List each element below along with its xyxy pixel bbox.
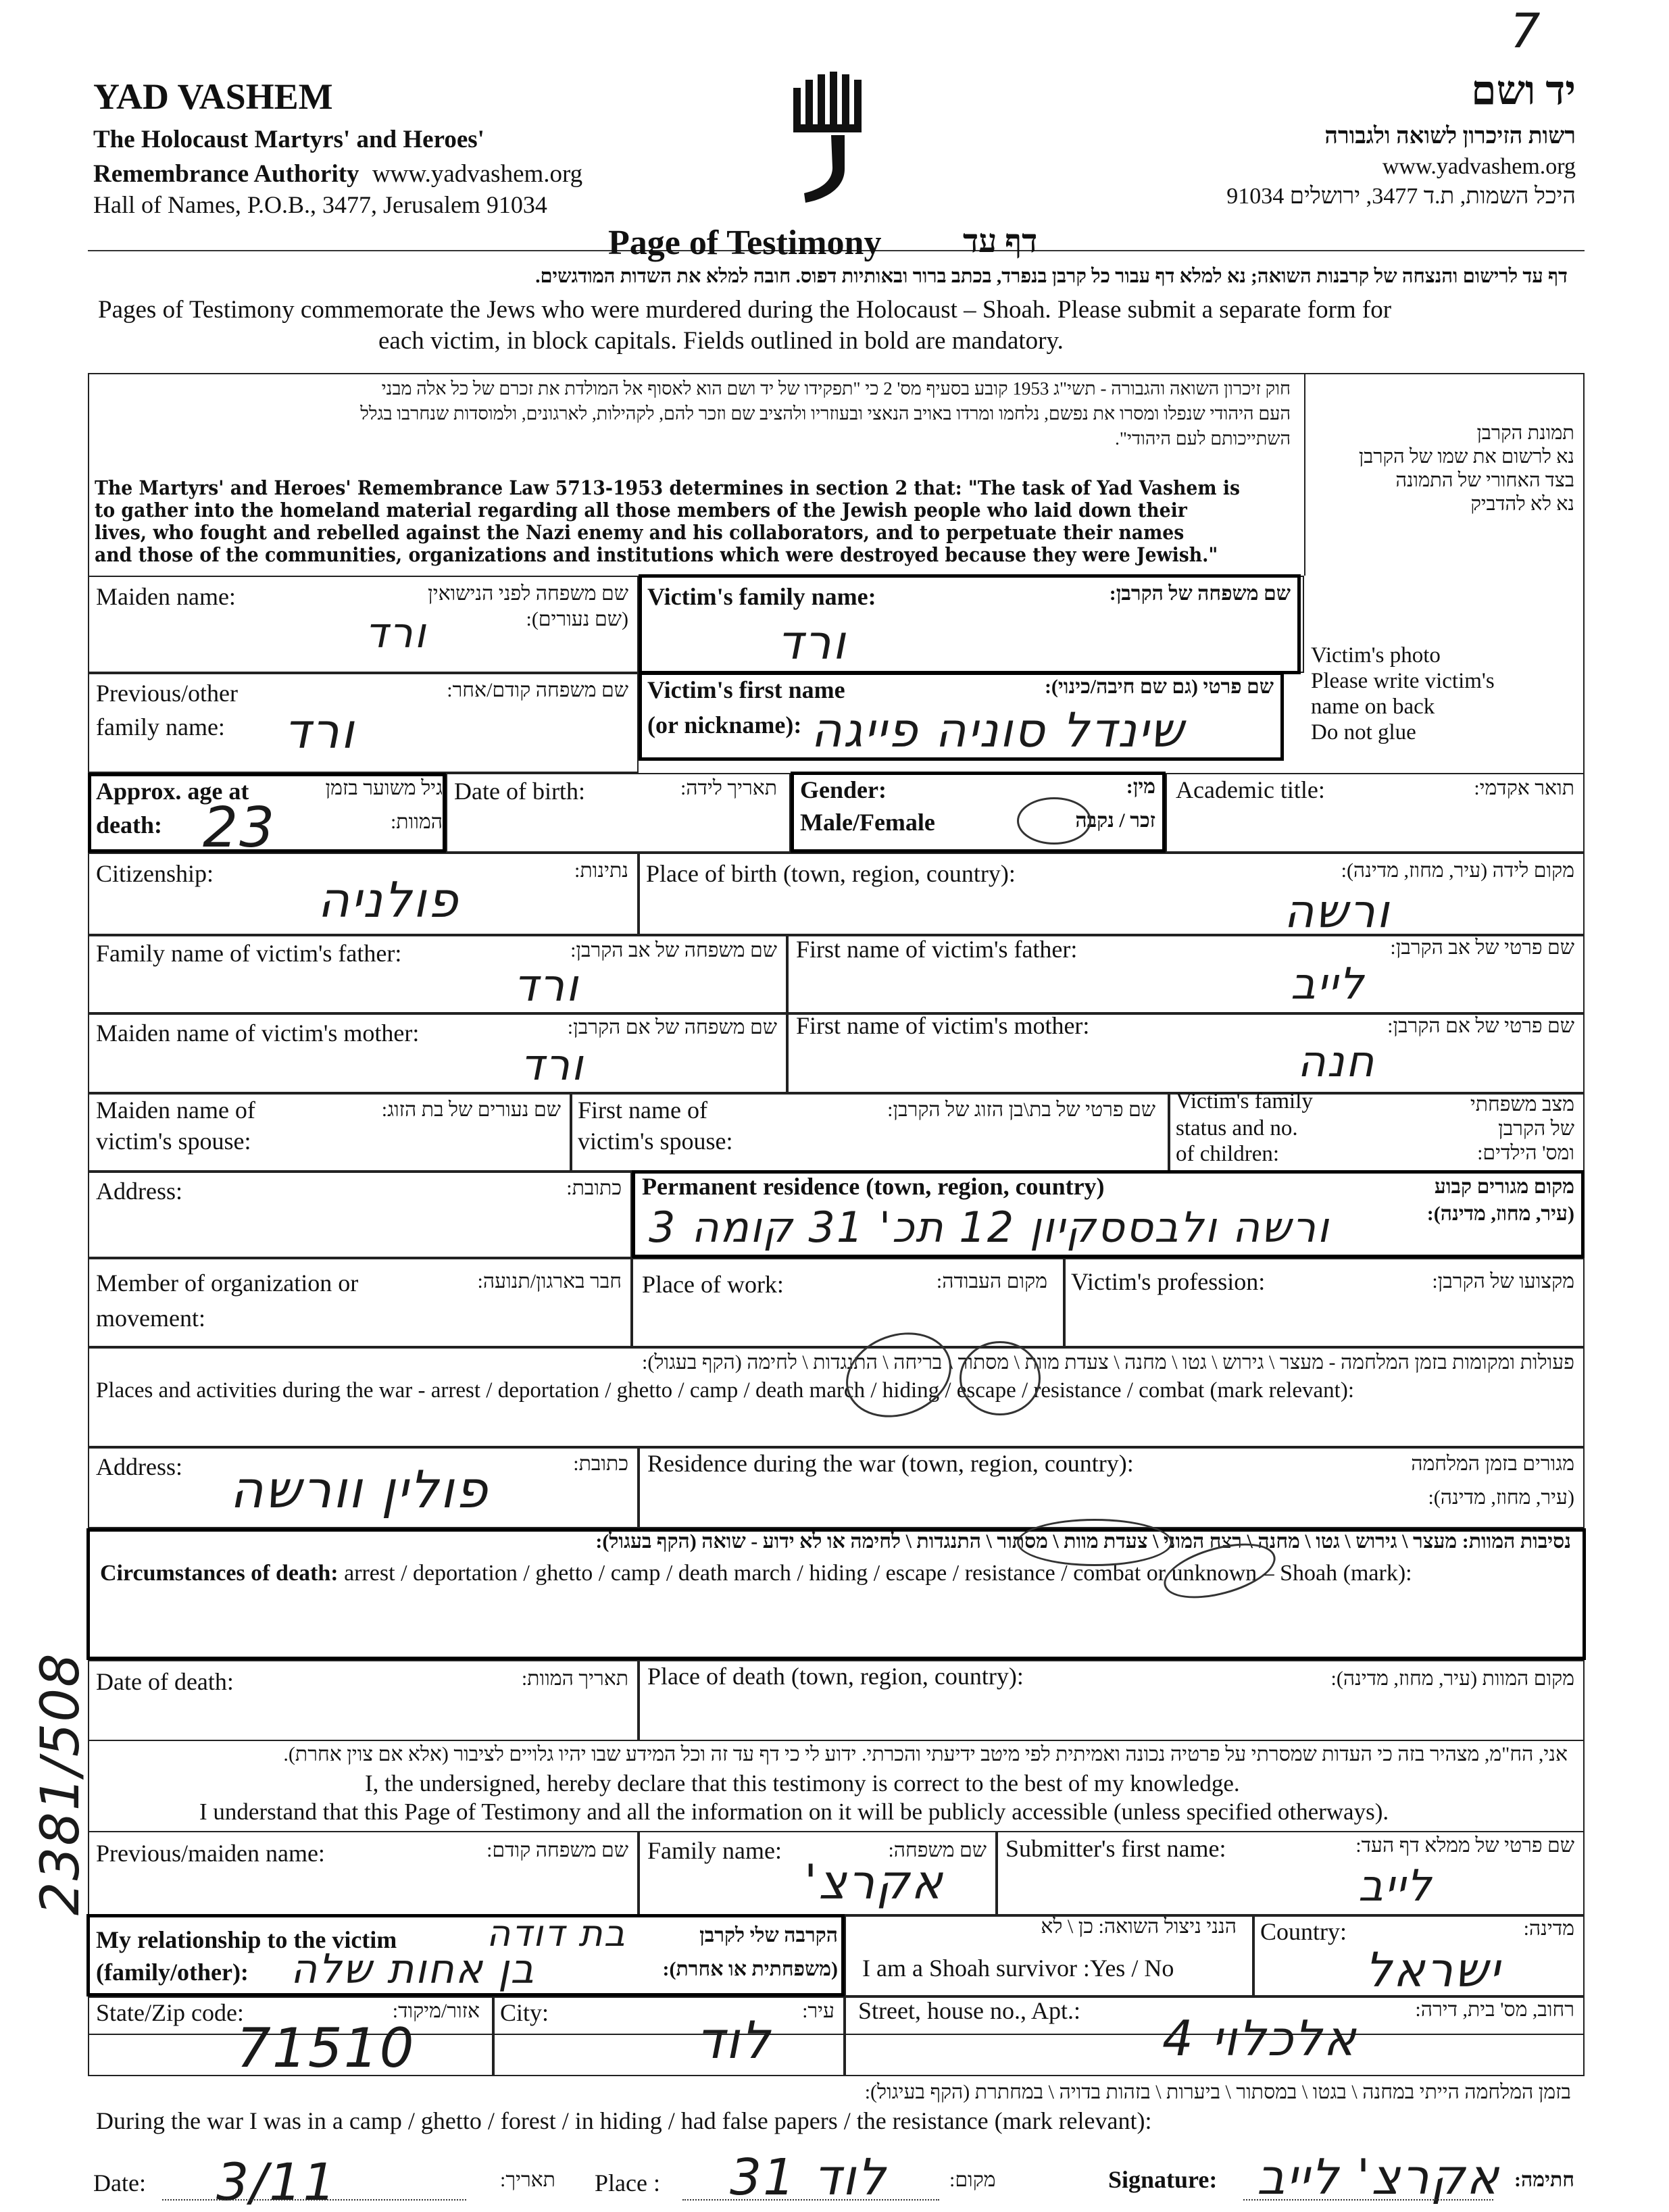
org-name-en: YAD VASHEM <box>93 76 333 117</box>
law-he-3: השתייכותם לעם היהודי". <box>1115 428 1291 449</box>
maiden-name-he-2: (שם נעורים): <box>526 608 628 630</box>
survivor-he: הנני ניצול השואה: כן \ לא <box>1041 1915 1237 1938</box>
death-date-label: Date of death: <box>96 1668 234 1695</box>
previous-name-label-2: family name: <box>96 713 225 740</box>
place-he: מקום: <box>949 2169 996 2191</box>
birth-place-he: מקום לידה (עיר, מחוז, מדינה): <box>1341 859 1574 882</box>
relationship-he-2: (משפחתית או אחרת): <box>662 1958 838 1980</box>
family-status-he-1: מצב משפחתי <box>1470 1093 1574 1115</box>
maiden-name-label: Maiden name: <box>96 583 236 610</box>
org-sub2-line <box>93 159 582 188</box>
father-first-value: לייב <box>1291 959 1365 1009</box>
page-title-he: דף עד <box>963 224 1038 259</box>
org-sub1-en: The Holocaust Martyrs' and Heroes' <box>93 126 484 153</box>
date-he: תאריך: <box>500 2169 555 2191</box>
mother-first-label: First name of victim's mother: <box>796 1012 1090 1039</box>
submitter-first-name-value: לייב <box>1358 1861 1433 1911</box>
spouse-first-he: שם פרטי של בת\בן הזוג של הקרבן: <box>887 1099 1155 1121</box>
activities-he: פעולות ומקומות בזמן המלחמה - מעצר \ גירוש \ גטו \ מחנה \ צעדת מוות \ מסתור \ בריחה \ התנגדות \ לחימה (הקף בעגול): <box>642 1351 1574 1374</box>
war-residence-label: Residence during the war (town, region, country): <box>647 1450 1134 1477</box>
submitter-prev-name-label: Previous/maiden name: <box>96 1840 325 1867</box>
address-en: Hall of Names, P.O.B., 3477, Jerusalem 91034 <box>93 191 547 218</box>
relationship-label-2: (family/other): <box>96 1959 249 1986</box>
address-he: היכל השמות, ת.ד 3477, ירושלים 91034 <box>1226 184 1576 209</box>
law-he-2: העם היהודי שנפלו ומסרו את נפשם, נלחמו ומרדו באויב הנאצי ובעוזריו ולהציב שם וזכר להם, לקהילות, לארגונים, ולמוסדות שנחרבו בגלל <box>360 403 1291 424</box>
father-family-he: שם משפחה של אב הקרבן: <box>570 939 777 961</box>
maiden-name-he-1: שם משפחה לפני הנישואין <box>428 582 628 605</box>
survivor-en: I am a Shoah survivor :Yes / No <box>862 1955 1174 1982</box>
camp-circle-icon <box>960 1341 1041 1415</box>
mother-maiden-he: שם משפחה של אם הקרבן: <box>567 1016 777 1038</box>
photo-en-1: Victim's photo <box>1311 643 1441 668</box>
zip-label: State/Zip code: <box>96 1999 244 2026</box>
country-value: ישראל <box>1365 1942 1501 1998</box>
submitter-family-name-value: אקרצ' <box>804 1855 944 1910</box>
previous-name-he: שם משפחה קודם/אחר: <box>447 679 628 701</box>
website-he[interactable]: www.yadvashem.org <box>1382 154 1576 179</box>
victim-family-name-value: ורד <box>777 615 847 670</box>
margin-note: 2381/508 <box>30 1652 91 1915</box>
gender-female-circle-icon <box>1017 797 1091 845</box>
member-org-label-1: Member of organization or <box>96 1270 359 1297</box>
spouse-first-label-2: victim's spouse: <box>578 1128 733 1155</box>
birth-place-label: Place of birth (town, region, country): <box>646 860 1016 887</box>
city-value: לוד <box>696 2010 772 2070</box>
org-sub-he: רשות הזיכרון לשואה ולגבורה <box>1324 124 1576 149</box>
photo-en-3: name on back <box>1311 695 1435 719</box>
address-label: Address: <box>96 1178 182 1205</box>
permanent-residence-label: Permanent residence (town, region, country) <box>642 1173 1105 1200</box>
mother-maiden-value: ורד <box>520 1040 584 1090</box>
date-line <box>162 2199 466 2201</box>
permanent-residence-value: ורשה ולבססקיון 12 תכ' 31 קומה 3 <box>649 1203 1330 1252</box>
photo-he-2: נא לרשום את שמו של הקרבן <box>1358 446 1574 468</box>
gender-he-1: מין: <box>1126 776 1155 798</box>
member-org-label-2: movement: <box>96 1305 205 1332</box>
circumstances-death-options: arrest / deportation / ghetto / camp / death march / hiding / escape / resistance / combat or unknown – Shoah (mark): <box>344 1561 1412 1586</box>
relationship-value: בן אחות שלה <box>291 1946 536 1993</box>
corner-mark: 7 <box>1510 3 1542 59</box>
law-en-1: The Martyrs' and Heroes' Remembrance Law 5713-1953 determines in section 2 that: "The task of Yad Vashem is <box>95 476 1241 499</box>
victim-first-name-he: שם פרטי (גם שם חיבה/כינוי): <box>1044 676 1274 698</box>
date-label: Date: <box>93 2169 146 2196</box>
circumstances-death-label: Circumstances of death: <box>100 1561 339 1586</box>
maiden-name-value: ורד <box>365 608 427 657</box>
war-address-he: כתובת: <box>573 1453 628 1475</box>
death-place-label: Place of death (town, region, country): <box>647 1663 1024 1690</box>
website-en[interactable]: www.yadvashem.org <box>372 160 583 188</box>
spouse-maiden-he: שם נעורים של בת הזוג: <box>381 1099 561 1121</box>
submitter-first-name-label: Submitter's first name: <box>1005 1835 1226 1862</box>
submitter-prev-name-he: שם משפחה קודם: <box>487 1839 628 1861</box>
family-status-label-1: Victim's family <box>1176 1089 1313 1113</box>
war-residence-he-2: (עיר, מחוז, מדינה): <box>1428 1486 1574 1509</box>
relationship-label-1: My relationship to the victim <box>96 1926 397 1953</box>
victim-family-name-he: שם משפחה של הקרבן: <box>1109 582 1291 605</box>
previous-name-value: ורד <box>284 703 355 759</box>
profession-label: Victim's profession: <box>1071 1268 1266 1295</box>
war-address-value: פולין וורשה <box>230 1459 489 1519</box>
law-en-2: to gather into the homeland material regarding all those members of the Jewish people who laid down their <box>95 499 1187 522</box>
law-en-4: and those of the communities, organizations and institutions which were destroyed because they were Jewish." <box>95 543 1218 566</box>
father-first-he: שם פרטי של אב הקרבן: <box>1390 936 1574 959</box>
spouse-maiden-label-2: victim's spouse: <box>96 1128 251 1155</box>
member-org-he: חבר בארגון/תנועה: <box>477 1270 622 1292</box>
declaration-en-2: I understand that this Page of Testimony and all the information on it will be publicly accessible (unless specified otherways). <box>199 1799 1389 1825</box>
gender-label-2: Male/Female <box>800 809 935 836</box>
submitter-first-name-he: שם פרטי של ממלא דף העד: <box>1355 1834 1574 1857</box>
country-label: Country: <box>1260 1918 1347 1945</box>
previous-name-label-1: Previous/other <box>96 680 238 707</box>
photo-en-4: Do not glue <box>1311 720 1416 745</box>
work-place-label: Place of work: <box>642 1271 784 1298</box>
place-line <box>682 2199 939 2201</box>
zip-he: אזור/מיקוד: <box>392 2000 480 2022</box>
victim-first-name-label-2: (or nickname): <box>647 711 802 738</box>
address-he: כתובת: <box>566 1177 622 1199</box>
age-label-1: Approx. age at <box>96 778 249 805</box>
place-value: לוד 31 <box>730 2148 887 2207</box>
mass-murder-circle-icon <box>1017 1519 1172 1566</box>
country-he: מדינה: <box>1523 1917 1574 1940</box>
signature-value: אקרצ' לייב <box>1257 2148 1500 2205</box>
wartime-he: בזמן המלחמה הייתי במחנה \ בגטו \ במסתור \ ביערות \ בזהות בדויה \ במחתרת (הקף בעיגול): <box>864 2081 1571 2103</box>
mother-first-he: שם פרטי של אם הקרבן: <box>1387 1015 1574 1037</box>
yad-vashem-logo-icon <box>791 68 872 213</box>
circumstances-death-he: נסיבות המוות: מעצר \ גירוש \ גטו \ מחנה \ רצח המוני \ צעדת מוות \ מסתור \ התנגדות \ לחימה או לא ידוע - שואה (הקף בעגול): <box>595 1530 1571 1553</box>
age-label-2: death: <box>96 811 162 838</box>
street-label: Street, house no., Apt.: <box>858 1997 1080 2024</box>
law-en-3: lives, who fought and rebelled against the Nazi enemy and his collaborators, and to perpetuate their names <box>95 521 1185 544</box>
permanent-residence-he-2: (עיר, מחוז, מדינה): <box>1426 1203 1574 1225</box>
war-residence-he-1: מגורים בזמן המלחמה <box>1411 1453 1574 1475</box>
intro-he: דף עד לרישום והנצחה של קרבנות השואה; נא למלא דף עבור כל קרבן בנפרד, בכתב ברור ובאותיות דפוס. חובה למלא את השדות המודגשים. <box>535 266 1568 287</box>
date-value: 3/11 <box>216 2152 337 2212</box>
relationship-he-1: הקרבה שלי לקרבן <box>699 1924 838 1946</box>
family-status-label-3: of children: <box>1176 1142 1280 1166</box>
gender-label-1: Gender: <box>800 776 887 803</box>
work-place-he: מקום העבודה: <box>936 1270 1047 1292</box>
declaration-en-1: I, the undersigned, hereby declare that this testimony is correct to the best of my knowledge. <box>365 1770 1240 1796</box>
mother-first-value: חנה <box>1297 1037 1376 1087</box>
signature-line <box>1243 2199 1493 2201</box>
signature-label: Signature: <box>1108 2166 1218 2193</box>
photo-he-1: תמונת הקרבן <box>1476 422 1574 444</box>
org-sub2-en: Remembrance Authority <box>93 160 359 188</box>
activities-en: Places and activities during the war - arrest / deportation / ghetto / camp / death march / hiding / escape / resistance / combat (mark relevant): <box>96 1378 1355 1403</box>
spouse-maiden-label-1: Maiden name of <box>96 1097 255 1124</box>
age-he-1: גיל משוער בזמן <box>325 777 443 799</box>
street-he: רחוב, מס' בית, דירה: <box>1415 1999 1574 2021</box>
city-he: עיר: <box>802 2000 834 2022</box>
page-title: Page of Testimony <box>608 224 882 262</box>
mother-maiden-label: Maiden name of victim's mother: <box>96 1020 420 1047</box>
org-name-he: יד ושם <box>1471 68 1576 113</box>
citizenship-he: נתינות: <box>574 859 628 882</box>
city-label: City: <box>500 1999 549 2026</box>
submitter-family-name-label: Family name: <box>647 1837 782 1864</box>
signature-he: חתימה: <box>1514 2169 1574 2191</box>
declaration-he: אני, הח"מ, מצהיר בזה כי העדות שמסרתי על פרטיה נכונה ואמיתית לפי מיטב ידיעתי והכרתי. ידוע לי כי דף עד זה וכל המידע שבו יהיו גלויים לציבור (אלא אם צוין אחרת). <box>283 1743 1568 1765</box>
father-first-label: First name of victim's father: <box>796 936 1078 963</box>
photo-en-2: Please write victim's <box>1311 669 1495 693</box>
spouse-first-label-1: First name of <box>578 1097 707 1124</box>
law-photo-divider <box>1304 373 1305 576</box>
father-family-value: ורד <box>514 959 580 1011</box>
profession-he: מקצועו של הקרבן: <box>1432 1270 1574 1292</box>
victim-first-name-value: שינדל סוניה פייגה <box>811 703 1185 758</box>
age-value: 23 <box>203 796 276 860</box>
death-date-he: תאריך המוות: <box>521 1667 628 1690</box>
photo-he-4: נא לא להדביק <box>1470 493 1574 515</box>
birth-place-value: ורשה <box>1284 885 1391 938</box>
photo-he-3: בצד האחורי של התמונה <box>1395 470 1574 491</box>
academic-he: תואר אקדמי: <box>1474 777 1574 799</box>
law-he-1: חוק זיכרון השואה והגבורה - תשי"ג 1953 קובע בסעיף מס' 2 כי "תפקידו של יד ושם הוא לאסוף אל המולדת את זכרם של כל אלה מבני <box>381 378 1291 399</box>
family-status-he-2: של הקרבן <box>1498 1117 1574 1140</box>
dob-label: Date of birth: <box>454 778 585 805</box>
wartime-en: During the war I was in a camp / ghetto / forest / in hiding / had false papers / the resistance (mark relevant): <box>96 2107 1152 2134</box>
father-family-label: Family name of victim's father: <box>96 940 402 967</box>
family-status-he-3: ומס' הילדים: <box>1477 1142 1574 1164</box>
family-status-label-2: status and no. <box>1176 1116 1298 1140</box>
gender-he-2: זכר / נקבה <box>1075 809 1155 832</box>
permanent-residence-he-1: מקום מגורים קבוע <box>1434 1176 1574 1198</box>
academic-label: Academic title: <box>1176 776 1325 803</box>
relationship-value-2: בת דודה <box>487 1912 626 1955</box>
intro-en-1: Pages of Testimony commemorate the Jews who were murdered during the Holocaust – Shoah. Please submit a separate form for <box>98 296 1392 324</box>
war-address-label: Address: <box>96 1453 182 1480</box>
age-he-2: המוות: <box>390 811 443 833</box>
citizenship-value: פולניה <box>318 872 459 928</box>
submitter-family-name-he: שם משפחה: <box>888 1839 987 1861</box>
zip-value: 71510 <box>236 2017 416 2080</box>
victim-family-name-label: Victim's family name: <box>647 583 876 610</box>
dob-he: תאריך לידה: <box>680 777 777 799</box>
victim-first-name-label-1: Victim's first name <box>647 676 845 703</box>
intro-en-2: each victim, in block capitals. Fields outlined in bold are mandatory. <box>378 327 1064 355</box>
street-value: אלכלוי 4 <box>1162 2010 1357 2067</box>
death-place-he: מקום המוות (עיר, מחוז, מדינה): <box>1330 1667 1574 1690</box>
citizenship-label: Citizenship: <box>96 860 214 887</box>
place-label: Place : <box>595 2169 660 2196</box>
